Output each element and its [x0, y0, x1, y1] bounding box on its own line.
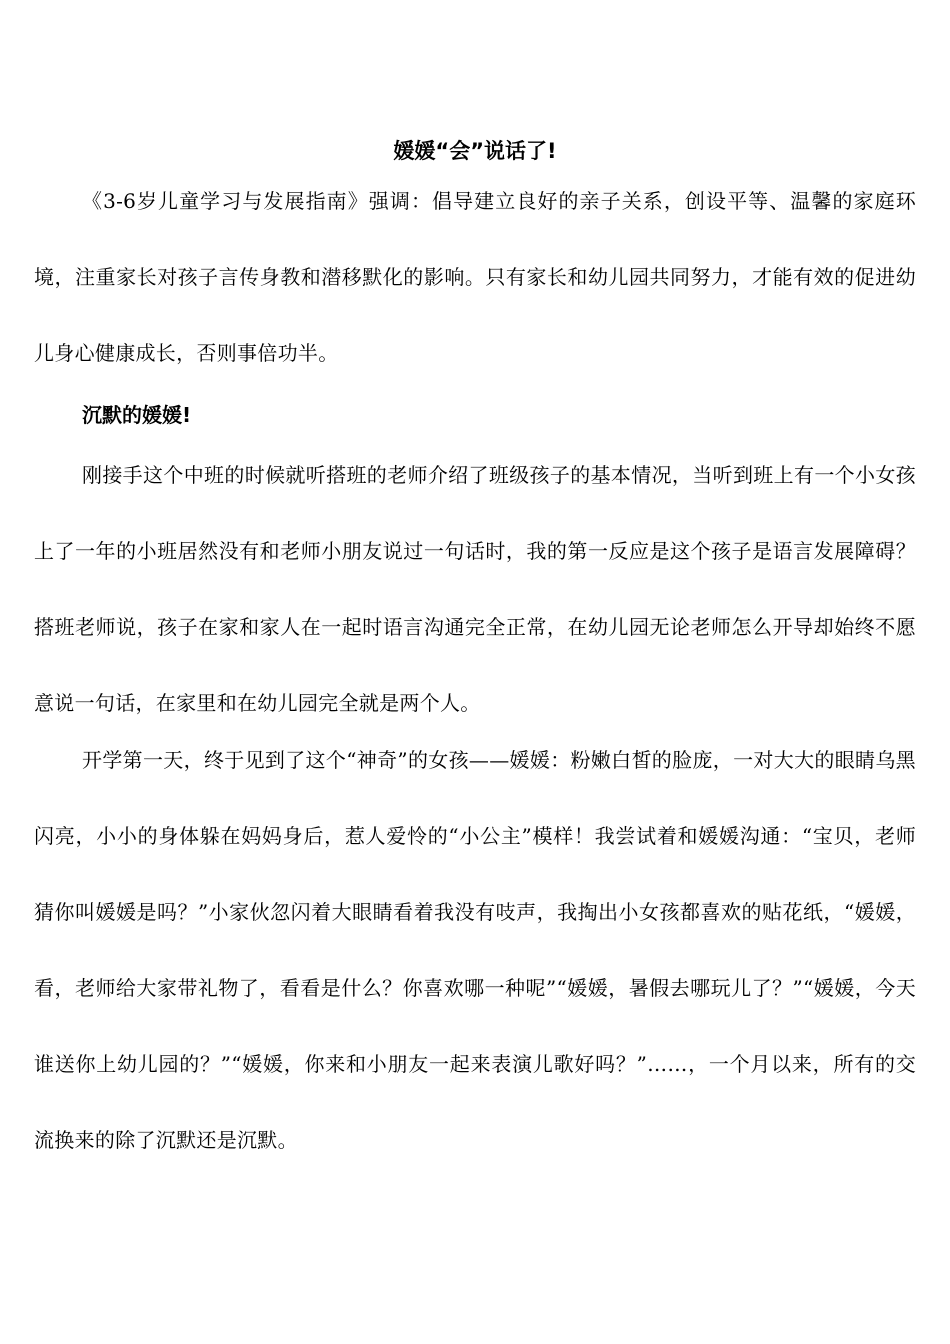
document-title: 媛媛“会”说话了!	[393, 139, 557, 163]
section-heading: 沉默的媛媛!	[82, 403, 192, 427]
body-paragraph-2: 开学第一天，终于见到了这个“神奇”的女孩——媛媛：粉嫩白皙的脸庞，一对大大的眼睛乌黑闪亮，小小的身体躲在妈妈身后，惹人爱怜的“小公主”模样！我尝试着和媛媛沟通：“宝贝，老师猜你叫媛媛是吗？”小家伙忽闪着大眼睛看着我没有吱声，我掏出小女孩都喜欢的贴花纸，“媛媛，看，老师给大家带礼物了，看看是什么？你喜欢哪一种呢”“媛媛，暑假去哪玩儿了？”“媛媛，今天谁送你上幼儿园的？”“媛媛，你来和小朋友一起来表演儿歌好吗？”……，一个月以来，所有的交流换来的除了沉默还是沉默。	[34, 748, 916, 1152]
body-paragraph-1: 刚接手这个中班的时候就听搭班的老师介绍了班级孩子的基本情况，当听到班上有一个小女孩上了一年的小班居然没有和老师小朋友说过一句话时，我的第一反应是这个孩子是语言发展障碍？搭班老师说，孩子在家和家人在一起时语言沟通完全正常，在幼儿园无论老师怎么开导却始终不愿意说一句话，在家里和在幼儿园完全就是两个人。	[34, 463, 916, 715]
intro-paragraph: 《3-6岁儿童学习与发展指南》强调：倡导建立良好的亲子关系，创设平等、温馨的家庭环境，注重家长对孩子言传身教和潜移默化的影响。只有家长和幼儿园共同努力，才能有效的促进幼儿身心健康成长，否则事倍功半。	[34, 189, 916, 365]
